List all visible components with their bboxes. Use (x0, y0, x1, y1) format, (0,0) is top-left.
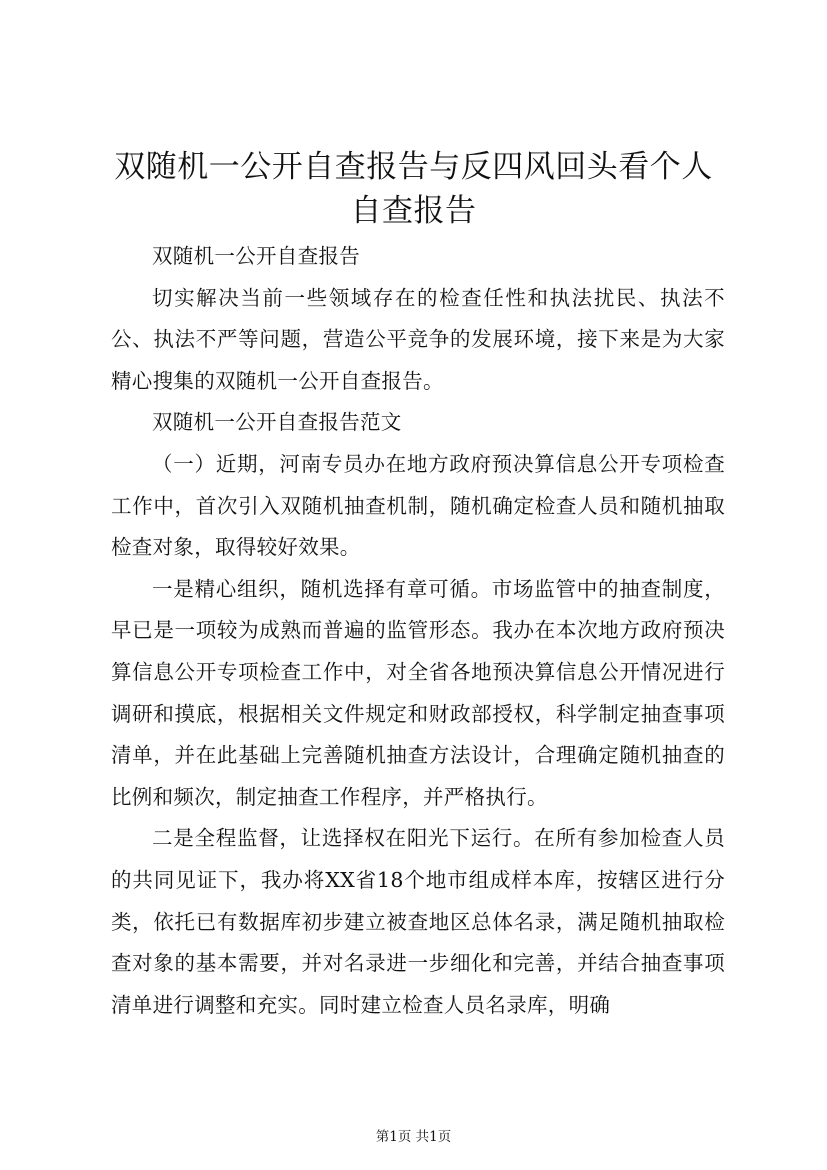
paragraph-item-2: 一是精心组织，随机选择有章可循。市场监管中的抽查制度，早已是一项较为成熟而普遍的监管形态。我办在本次地方政府预决算信息公开专项检查工作中，对全省各地预决算信息公开情况进行调研和摸底，根据相关文件规定和财政部授权，科学制定抽查事项清单，并在此基础上完善随机抽查方法设计，合理确定随机抽查的比例和频次，制定抽查工作程序，并严格执行。 (111, 576, 725, 809)
paragraph-intro: 切实解决当前一些领域存在的检查任性和执法扰民、执法不公、执法不严等问题，营造公平竞争的发展环境，接下来是为大家精心搜集的双随机一公开自查报告。 (111, 285, 725, 393)
document-body (111, 236, 725, 1026)
paragraph-item-3: 二是全程监督，让选择权在阳光下运行。在所有参加检查人员的共同见证下，我办将XX省18个地市组成样本库，按辖区进行分类，依托已有数据库初步建立被查地区总体名录，满足随机抽取检查对象的基本需要，并对名录进一步细化和完善，并结合抽查事项清单进行调整和充实。同时建立检查人员名录库，明确 (111, 826, 725, 1017)
document-title: 双随机一公开自查报告与反四风回头看个人自查报告 (114, 149, 713, 229)
paragraph-section-heading: 双随机一公开自查报告范文 (152, 410, 402, 435)
paragraph-subtitle: 双随机一公开自查报告 (152, 244, 360, 268)
page-number-footer: 第1页 共1页 (375, 1129, 452, 1145)
paragraph-item-1: （一）近期，河南专员办在地方政府预决算信息公开专项检查工作中，首次引入双随机抽查机制，随机确定检查人员和随机抽取检查对象，取得较好效果。 (111, 451, 725, 560)
